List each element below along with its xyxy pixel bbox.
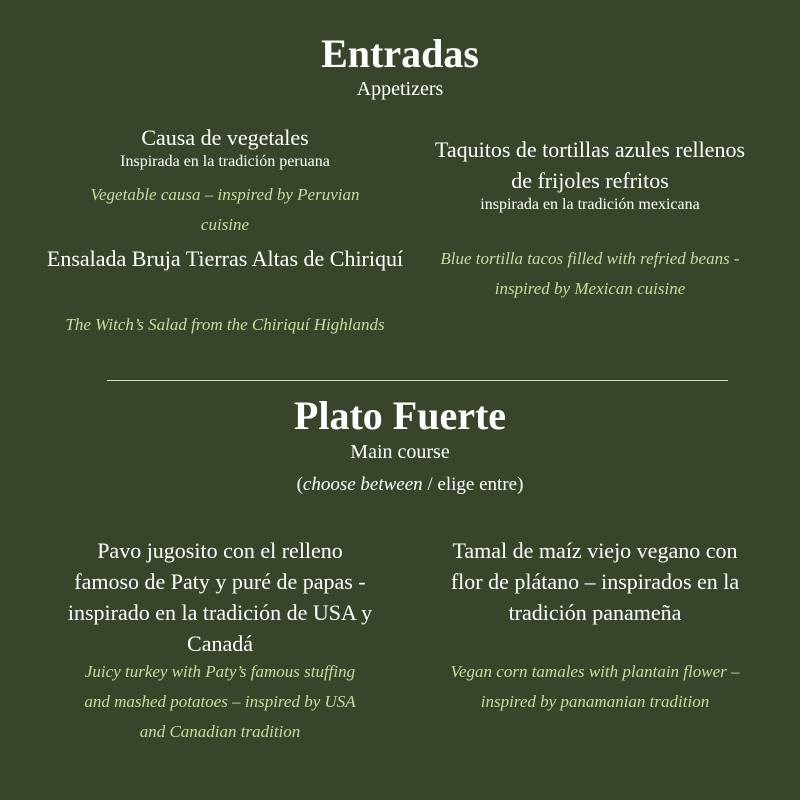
- taquitos-inspiration: inspirada en la tradición mexicana: [480, 196, 700, 213]
- causa-name: Causa de vegetales: [141, 125, 309, 150]
- tamal-name: Tamal de maíz viejo vegano con flor de plátano – inspirados en la tradición panameña: [450, 538, 740, 625]
- choose-spanish: elige entre: [437, 474, 518, 495]
- causa-inspiration: Inspirada en la tradición peruana: [120, 153, 330, 170]
- section-divider: [107, 380, 728, 381]
- plato-fuerte-subtitle: Main course: [350, 441, 450, 463]
- taquitos-english: Blue tortilla tacos filled with refried beans - inspired by Mexican cuisine: [440, 249, 740, 298]
- entradas-subtitle: Appetizers: [356, 78, 444, 100]
- taquitos-name: Taquitos de tortillas azules rellenos de frijoles refritos: [434, 137, 746, 193]
- entradas-title: Entradas: [321, 31, 479, 76]
- pavo-english: Juicy turkey with Paty’s famous stuffing and mashed potatoes – inspired by USA and Canadian tradition: [84, 662, 356, 741]
- pavo-name: Pavo jugosito con el relleno famoso de Paty y puré de papas - inspirado en la tradición de USA y Canadá: [67, 538, 373, 656]
- ensalada-name: Ensalada Bruja Tierras Altas de Chiriquí: [46, 246, 404, 271]
- causa-english: Vegetable causa – inspired by Peruvian cuisine: [90, 185, 360, 234]
- ensalada-english: The Witch’s Salad from the Chiriquí Highlands: [65, 315, 385, 334]
- choose-open-paren: (: [296, 474, 303, 495]
- choose-between-note: [0, 473, 800, 497]
- choose-separator: /: [422, 474, 438, 495]
- choose-english: choose between: [302, 474, 423, 495]
- plato-fuerte-title: Plato Fuerte: [293, 393, 507, 438]
- tamal-english: Vegan corn tamales with plantain flower – inspired by panamanian tradition: [450, 662, 740, 711]
- choose-close-paren: ): [517, 474, 524, 495]
